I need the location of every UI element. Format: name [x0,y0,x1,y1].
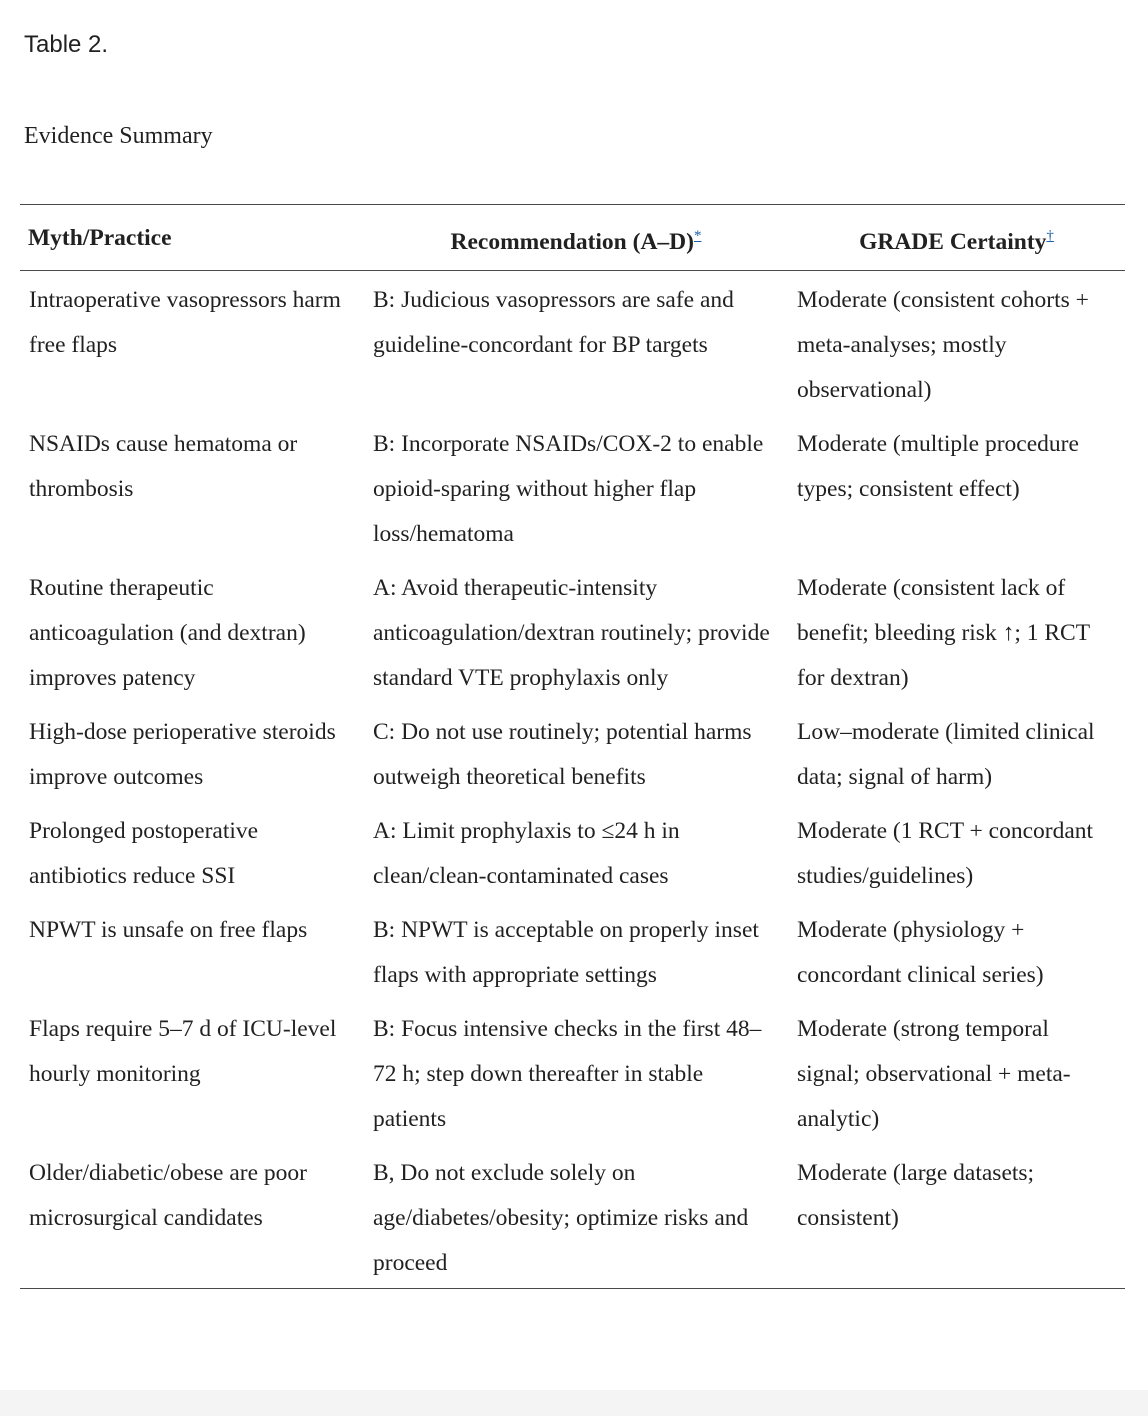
table-row [20,703,1125,802]
cell-certainty: Moderate (large datasets; consistent) [797,1159,1035,1231]
cell-myth: Prolonged postoperative antibiotics reduce SSI [29,817,259,889]
header-myth-practice [20,205,364,271]
cell-recommendation: C: Do not use routinely; potential harms outweigh theoretical benefits [373,718,752,790]
cell-recommendation: B: Incorporate NSAIDs/COX-2 to enable opioid-sparing without higher flap loss/hematoma [373,430,764,547]
cell-myth: Older/diabetic/obese are poor microsurgical candidates [29,1159,307,1231]
cell-recommendation: B: NPWT is acceptable on properly inset flaps with appropriate settings [373,916,759,988]
cell-certainty: Low–moderate (limited clinical data; signal of harm) [797,718,1095,790]
cell-certainty: Moderate (physiology + concordant clinical series) [797,916,1044,988]
cell-myth: Flaps require 5–7 d of ICU-level hourly monitoring [29,1015,337,1087]
cell-certainty: Moderate (strong temporal signal; observational + meta-analytic) [797,1015,1071,1132]
header-certainty-label: GRADE Certainty [859,228,1047,255]
footnote-link-dagger[interactable]: † [1046,228,1054,244]
table-row [20,270,1125,415]
table-label: Table 2. [24,31,109,58]
table-caption: Evidence Summary [24,123,213,149]
header-grade-certainty [788,205,1125,271]
cell-recommendation: A: Limit prophylaxis to ≤24 h in clean/clean-contaminated cases [373,817,680,889]
page-bottom-shade [0,1390,1148,1416]
cell-certainty: Moderate (multiple procedure types; consistent effect) [797,430,1079,502]
cell-myth: NSAIDs cause hematoma or thrombosis [29,430,298,502]
cell-myth: Intraoperative vasopressors harm free flaps [29,286,341,358]
cell-myth: Routine therapeutic anticoagulation (and dextran) improves patency [29,574,306,691]
cell-certainty: Moderate (consistent lack of benefit; bleeding risk ↑; 1 RCT for dextran) [797,574,1090,691]
table-header-row [20,205,1125,271]
cell-recommendation: B: Focus intensive checks in the first 48–72 h; step down thereafter in stable patients [373,1015,762,1132]
cell-myth: NPWT is unsafe on free flaps [29,916,308,943]
table-row [20,415,1125,559]
cell-recommendation: B, Do not exclude solely on age/diabetes/obesity; optimize risks and proceed [373,1159,749,1276]
cell-certainty: Moderate (1 RCT + concordant studies/guidelines) [797,817,1094,889]
evidence-summary-table [20,204,1125,1289]
table-row [20,1144,1125,1289]
table-row [20,1000,1125,1144]
table-row [20,559,1125,703]
header-recommendation [364,205,788,271]
cell-recommendation: A: Avoid therapeutic-intensity anticoagulation/dextran routinely; provide standard VTE prophylaxis only [373,574,770,691]
table-row [20,802,1125,901]
header-recommendation-label: Recommendation (A–D) [450,228,694,255]
table-row [20,901,1125,1000]
evidence-table-container [20,204,1125,1289]
header-myth-label: Myth/Practice [28,224,172,251]
cell-recommendation: B: Judicious vasopressors are safe and guideline-concordant for BP targets [373,286,734,358]
cell-certainty: Moderate (consistent cohorts + meta-analyses; mostly observational) [797,286,1089,403]
cell-myth: High-dose perioperative steroids improve outcomes [29,718,336,790]
footnote-link-asterisk[interactable]: * [693,228,702,244]
